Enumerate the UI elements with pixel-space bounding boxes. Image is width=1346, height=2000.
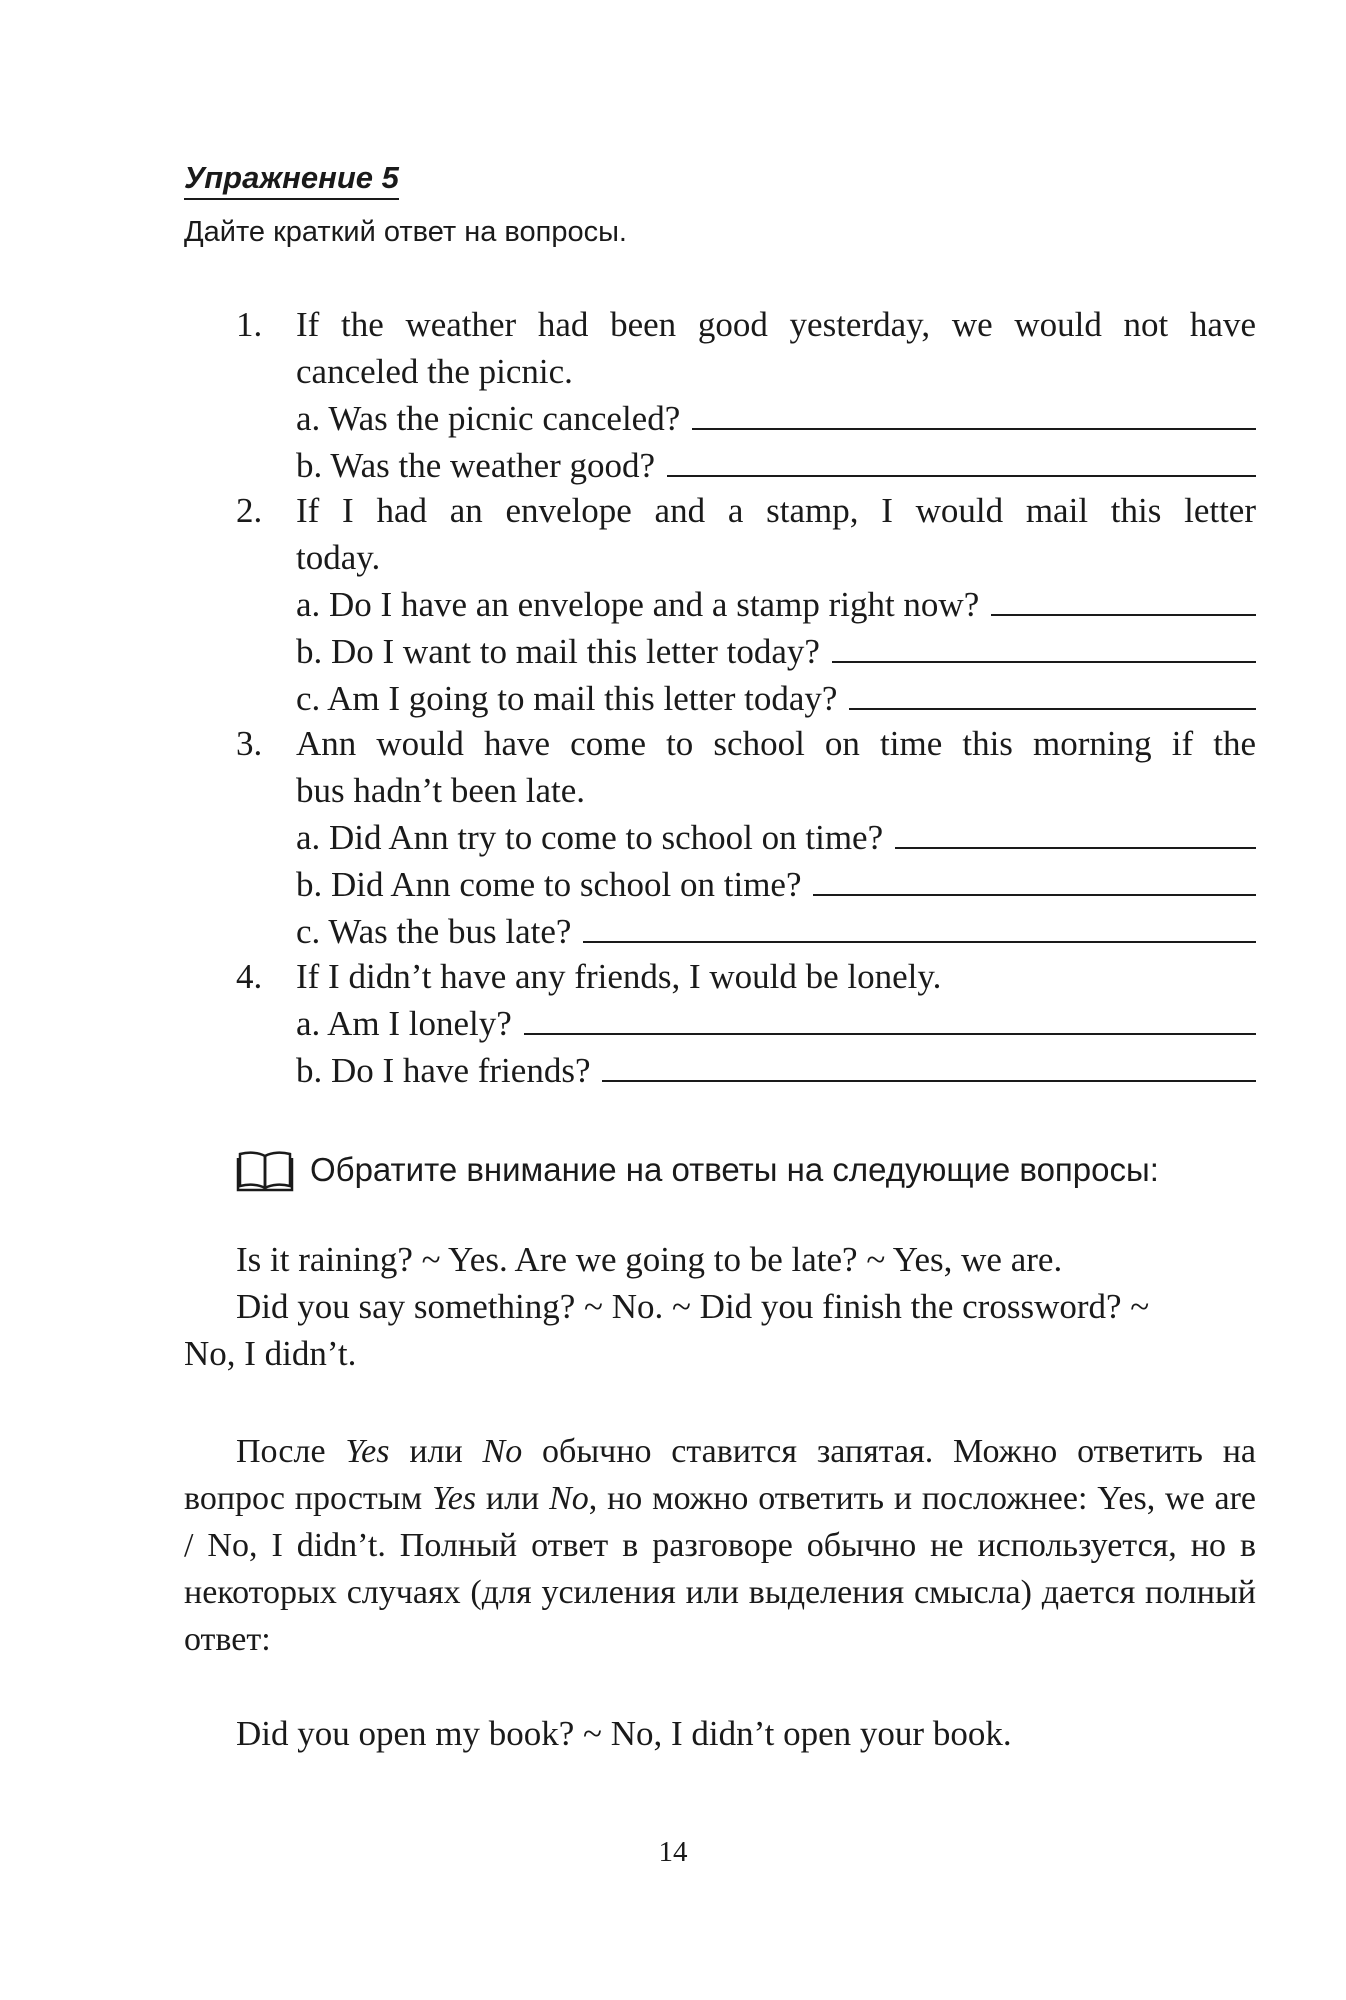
answer-row [296, 1048, 1256, 1092]
answer-blank[interactable] [849, 676, 1256, 710]
answer-row [296, 862, 1256, 906]
sub-question: a. Am I lonely? [296, 1004, 512, 1043]
sub-question: b. Did Ann come to school on time? [296, 865, 802, 904]
question-text: Ann would have come to school on time this morning if the [296, 724, 1256, 763]
answer-row [296, 1001, 1256, 1045]
answer-blank[interactable] [991, 582, 1256, 616]
example-line: Is it raining? ~ Yes. Are we going to be late? ~ Yes, we are. [236, 1240, 1063, 1279]
sub-question: b. Do I have friends? [296, 1051, 591, 1090]
answer-blank[interactable] [832, 629, 1256, 663]
sub-question: b. Do I want to mail this letter today? [296, 632, 820, 671]
sub-question: c. Was the bus late? [296, 912, 572, 951]
example-line: No, I didn’t. [184, 1334, 357, 1373]
note-row [236, 1148, 1159, 1192]
sub-question: c. Am I going to mail this letter today? [296, 679, 838, 718]
sub-question: a. Do I have an envelope and a stamp right now? [296, 585, 980, 624]
page-number: 14 [658, 1836, 688, 1868]
answer-row [296, 582, 1256, 626]
example-line: Did you say something? ~ No. ~ Did you finish the crossword? ~ [236, 1287, 1150, 1326]
answer-blank[interactable] [524, 1001, 1256, 1035]
answer-row [296, 909, 1256, 953]
question-text-cont: canceled the picnic. [296, 352, 573, 391]
sub-question: a. Was the picnic canceled? [296, 399, 681, 438]
answer-blank[interactable] [583, 909, 1256, 943]
sub-question: a. Did Ann try to come to school on time? [296, 818, 884, 857]
exercise-instruction: Дайте краткий ответ на вопросы. [184, 216, 627, 248]
book-icon [236, 1148, 294, 1192]
sub-question: b. Was the weather good? [296, 446, 656, 485]
answer-blank[interactable] [813, 862, 1256, 896]
question-number: 4. [236, 957, 263, 996]
answer-blank[interactable] [602, 1048, 1256, 1082]
explanation-text: После Yes или No обычно ставится запятая. Можно ответить на вопрос простым Yes или No, но можно ответить и посложнее: Yes, we are / No, I didn’t. Полный ответ в разговоре обычно не используется, но в некоторых случаях (для усиления или выделения смысла) дается полный ответ: [184, 1433, 1256, 1658]
question-number: 1. [236, 305, 263, 344]
final-example: Did you open my book? ~ No, I didn’t open your book. [236, 1714, 1012, 1753]
exercise-title: Упражнение 5 [184, 160, 399, 200]
explanation-paragraph [184, 1428, 1256, 1663]
question-text-cont: bus hadn’t been late. [296, 771, 585, 810]
answer-row [296, 676, 1256, 720]
answer-row [296, 443, 1256, 487]
answer-blank[interactable] [895, 815, 1256, 849]
question-number: 3. [236, 724, 263, 763]
answer-row [296, 396, 1256, 440]
answer-blank[interactable] [667, 443, 1256, 477]
question-text: If the weather had been good yesterday, we would not have [296, 305, 1256, 344]
answer-row [296, 815, 1256, 859]
question-text: If I had an envelope and a stamp, I would mail this letter [296, 491, 1256, 530]
answer-row [296, 629, 1256, 673]
answer-blank[interactable] [692, 396, 1256, 430]
question-text-cont: today. [296, 538, 381, 577]
note-text: Обратите внимание на ответы на следующие вопросы: [310, 1151, 1159, 1188]
question-number: 2. [236, 491, 263, 530]
question-text: If I didn’t have any friends, I would be lonely. [296, 957, 942, 996]
